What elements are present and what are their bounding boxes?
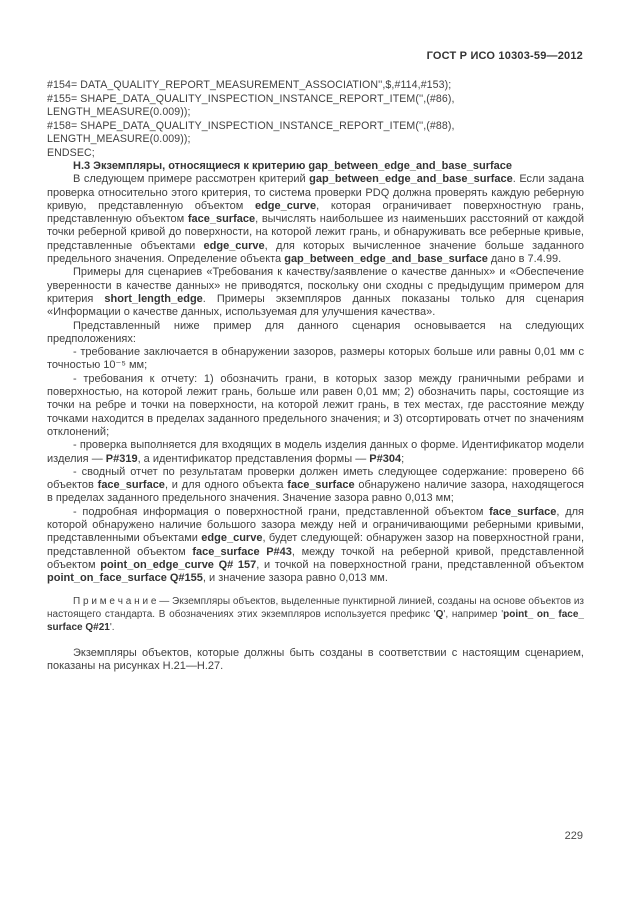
bold-term: Q	[435, 608, 444, 620]
text-run: , вычислять наибольшее из наименьших расстояний от каждой точки реберной кривой до поверхности, на которой лежит грань, и обнаруживать все реберные кривые, представленные объектами	[47, 213, 584, 252]
code-line: LENGTH_MEASURE(0.009));	[47, 106, 191, 118]
text-run: ', например '	[443, 608, 504, 620]
code-line: ENDSEC;	[47, 146, 95, 159]
bold-term: gap_between_edge_and_base_surface	[309, 173, 513, 186]
bold-term: face_surface	[187, 213, 256, 226]
page-number: 229	[564, 830, 583, 842]
paragraph	[47, 173, 584, 266]
standard-designation: ГОСТ Р ИСО 10303-59—2012	[426, 50, 583, 62]
bold-term: face_surface P#43	[192, 545, 292, 558]
bold-term: edge_curve	[254, 199, 317, 212]
text-run: , для которых вычисленное значение больше заданного предельного значения. Определение объекта	[47, 239, 584, 266]
text-run: , и значение зазора равно 0,013 мм.	[202, 572, 388, 585]
text-run: , и для одного объекта	[164, 479, 288, 492]
text-run: - подробная информация о поверхностной грани, представленной объектом	[73, 505, 490, 518]
paragraph	[47, 320, 584, 347]
code-line: #154= DATA_QUALITY_REPORT_MEASUREMENT_ASSOCIATION'',$,#114,#153);	[47, 79, 452, 91]
body-paragraphs	[47, 173, 584, 673]
bold-term: face_surface	[287, 479, 355, 492]
text-run: дано в 7.4.99.	[487, 253, 562, 266]
code-line: #155= SHAPE_DATA_QUALITY_INSPECTION_INSTANCE_REPORT_ITEM('',(#86),	[47, 92, 455, 105]
text-run: , между точкой на реберной кривой, представленной объектом	[47, 545, 584, 571]
bold-term: edge_curve	[201, 532, 263, 545]
text-run: Представленный ниже пример для данного сценария основывается на следующих предположениях:	[47, 319, 584, 345]
bold-term: edge_curve	[203, 239, 265, 252]
text-run: . Если задана проверка относительно этого критерия, то система проверки PDQ должна проверять каждую реберную кривую, представленную объектом	[47, 173, 584, 212]
bold-term: P#304	[369, 452, 402, 465]
bold-term: gap_between_edge_and_base_surface	[284, 253, 488, 266]
text-run: , а идентификатор представления формы —	[137, 452, 370, 465]
code-block	[47, 79, 584, 160]
paragraph	[47, 266, 584, 319]
text-run: - требования к отчету: 1) обозначить грани, в которых зазор между граничными ребрами и поверхностью, на которой лежит грань, больше или равен 0,01 мм; 2) обозначить пары, состоящие из точки на ребре и точки на поверхности, на которой лежит грань, в тех местах, где расстояние между точками находится в пределах заданного предельного значения; и 3) отсортировать отчет по значениям отклонений;	[47, 372, 584, 438]
code-line: #158= SHAPE_DATA_QUALITY_INSPECTION_INSTANCE_REPORT_ITEM('',(#88),	[47, 119, 455, 132]
text-run: В следующем примере рассмотрен критерий	[73, 173, 310, 186]
bold-term: point_on_edge_curve Q# 157	[100, 558, 257, 571]
text-run: - проверка выполняется для входящих в модель изделия данных о форме. Идентификатор модели изделия —	[47, 439, 584, 465]
paragraph	[47, 373, 584, 439]
text-run: . Примеры экземпляров данных показаны только для сценария «Информации о качестве данных, используемая для улучшения качества».	[47, 292, 584, 319]
bold-term: short_length_edge	[104, 292, 203, 305]
text-run: - сводный отчет по результатам проверки должен иметь следующее содержание: проверено 66 объектов	[47, 465, 584, 492]
text-run: , для которой обнаружено наличие большого зазора между ней и ограничивающими реберными кривыми, представленными объектами	[47, 505, 584, 545]
text-run: ;	[401, 452, 405, 465]
note-paragraph	[47, 595, 584, 634]
paragraph	[47, 466, 584, 506]
page-content	[47, 79, 584, 673]
section-heading: Н.3 Экземпляры, относящиеся к критерию gap_between_edge_and_base_surface	[73, 160, 512, 172]
text-run: , которая ограничивает поверхностную грань, представленную объектом	[47, 199, 585, 226]
bold-term: face_surface	[489, 505, 557, 518]
bold-term: point_ on_ face_ surface Q#21	[47, 608, 584, 633]
paragraph	[47, 647, 584, 674]
text-run: , и точкой на поверхностной грани, представленной объектом	[256, 558, 584, 571]
text-run: '.	[109, 621, 115, 633]
code-line: LENGTH_MEASURE(0.009));	[47, 133, 191, 145]
paragraph	[47, 439, 584, 466]
text-run: Примеры для сценариев «Требования к качеству/заявление о качестве данных» и «Обеспечение уверенности в качестве данных» не приводятся, поскольку они сходны с предыдущим примером для критерия	[47, 266, 584, 305]
text-run: - требование заключается в обнаружении зазоров, размеры которых больше или равны 0,01 мм с точностью 10⁻⁵ мм;	[47, 346, 584, 372]
paragraph	[47, 506, 584, 586]
text-run: П р и м е ч а н и е — Экземпляры объектов, выделенные пунктирной линией, созданы на основе объектов из настоящего стандарта. В обозначениях этих экземпляров используется префикс '	[47, 595, 584, 620]
bold-term: P#319	[105, 452, 138, 465]
bold-term: face_surface	[97, 479, 165, 492]
text-run: Экземпляры объектов, которые должны быть созданы в соответствии с настоящим сценарием, показаны на рисунках Н.21—Н.27.	[47, 646, 584, 672]
text-run: обнаружено наличие зазора, находящегося в пределах заданного предельного значения. Значение зазора равно 0,013 мм;	[47, 479, 584, 505]
paragraph	[47, 346, 584, 373]
text-run: , будет следующей: обнаружен зазор на поверхностной грани, представленной объектом	[47, 532, 584, 558]
bold-term: point_on_face_surface Q#155	[47, 572, 203, 585]
